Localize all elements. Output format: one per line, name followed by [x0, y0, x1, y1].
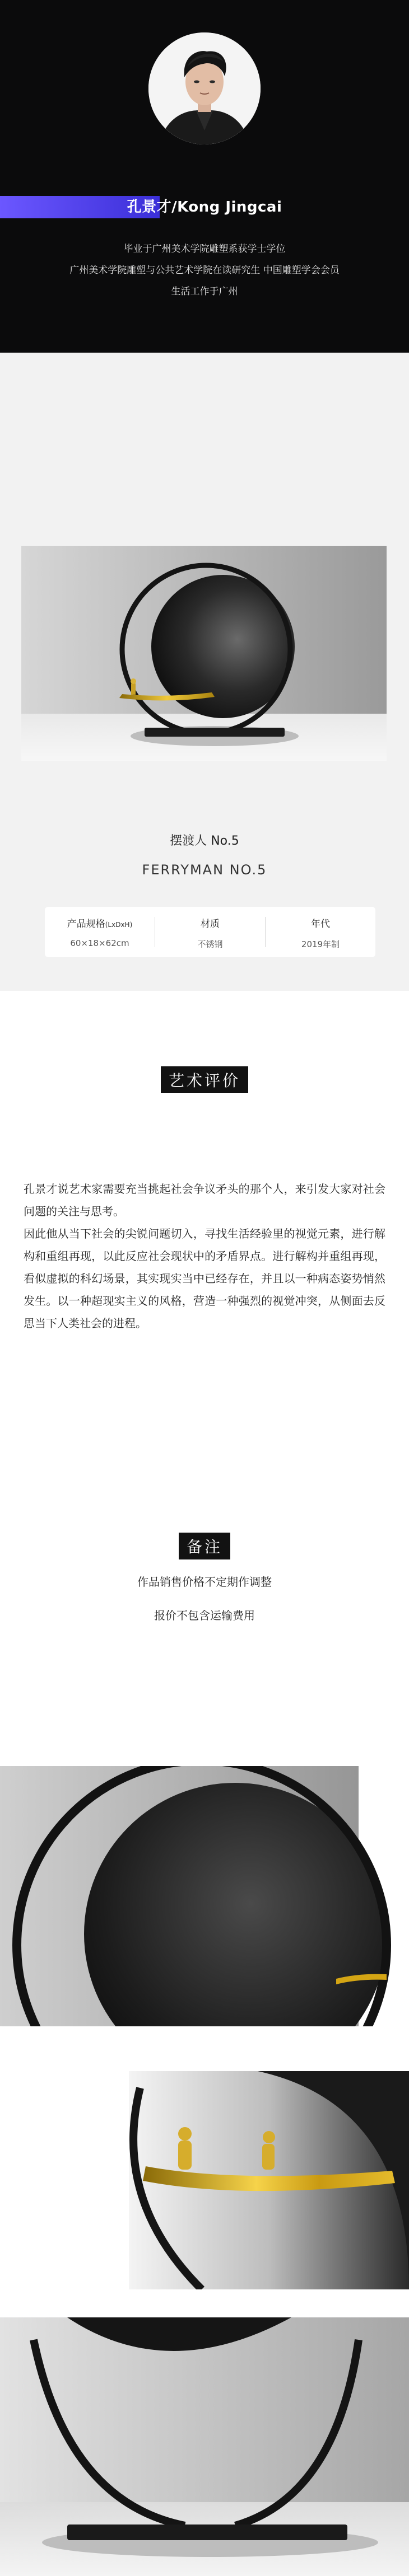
- artist-portrait-illustration: [148, 32, 261, 144]
- spec-size-label: [45, 916, 155, 930]
- artist-bio-line-2: 广州美术学院雕塑与公共艺术学院在读研究生 中国雕塑学会会员: [69, 265, 340, 276]
- work-title-cn: 摆渡人 No.5: [170, 834, 239, 848]
- product-photo: [21, 546, 387, 761]
- detail-photo-boat: [0, 2071, 409, 2289]
- artist-name: 孔景才/Kong Jingcai: [127, 199, 282, 216]
- spec-material-value: 不锈钢: [197, 939, 223, 949]
- spec-size-value: 60×18×62cm: [70, 938, 129, 948]
- review-heading: [0, 1066, 409, 1093]
- spec-year-value: 2019年制: [301, 939, 340, 949]
- review-paragraph-1: 孔景才说艺术家需要充当挑起社会争议矛头的那个人，来引发大家对社会问题的关注与思考。: [24, 1182, 385, 1218]
- detail-photo-base: [0, 2317, 409, 2576]
- spec-size-label-text: 产品规格: [67, 919, 105, 930]
- notes-heading-text: 备注: [179, 1533, 230, 1559]
- note-line-1: 作品销售价格不定期作调整: [137, 1575, 272, 1589]
- spec-size-label-suffix: (LxDxH): [105, 921, 133, 929]
- artist-avatar: [148, 32, 261, 144]
- review-paragraph-2: 因此他从当下社会的尖锐问题切入，寻找生活经验里的视觉元素，进行解构和重组再现，以此反应社会现状中的矛盾界点。进行解构并重组再现，看似虚拟的科幻场景，其实现实当中已经存在，并且以一种病态姿势悄然发生。以一种超现实主义的风格，营造一种强烈的视觉冲突，从侧面去反思当下人类社会的进程。: [24, 1227, 385, 1330]
- spec-material-label: 材质: [201, 919, 220, 930]
- sculpture-base-detail-image: [0, 2317, 409, 2576]
- detail-photo-ring: [0, 1766, 409, 2026]
- sculpture-ring-detail-image: [0, 1766, 409, 2026]
- note-line-2: 报价不包含运输费用: [154, 1609, 255, 1622]
- work-title-en: FERRYMAN NO.5: [142, 862, 267, 878]
- sculpture-boat-detail-image: [0, 2071, 409, 2289]
- ferryman-sculpture-image: [21, 546, 387, 761]
- artist-bio-line-1: 毕业于广州美术学院雕塑系获学士学位: [123, 243, 286, 255]
- spec-year-label: 年代: [311, 919, 330, 930]
- artist-bio-line-3: 生活工作于广州: [171, 286, 238, 297]
- review-heading-text: 艺术评价: [161, 1066, 248, 1093]
- notes-heading: [0, 1533, 409, 1559]
